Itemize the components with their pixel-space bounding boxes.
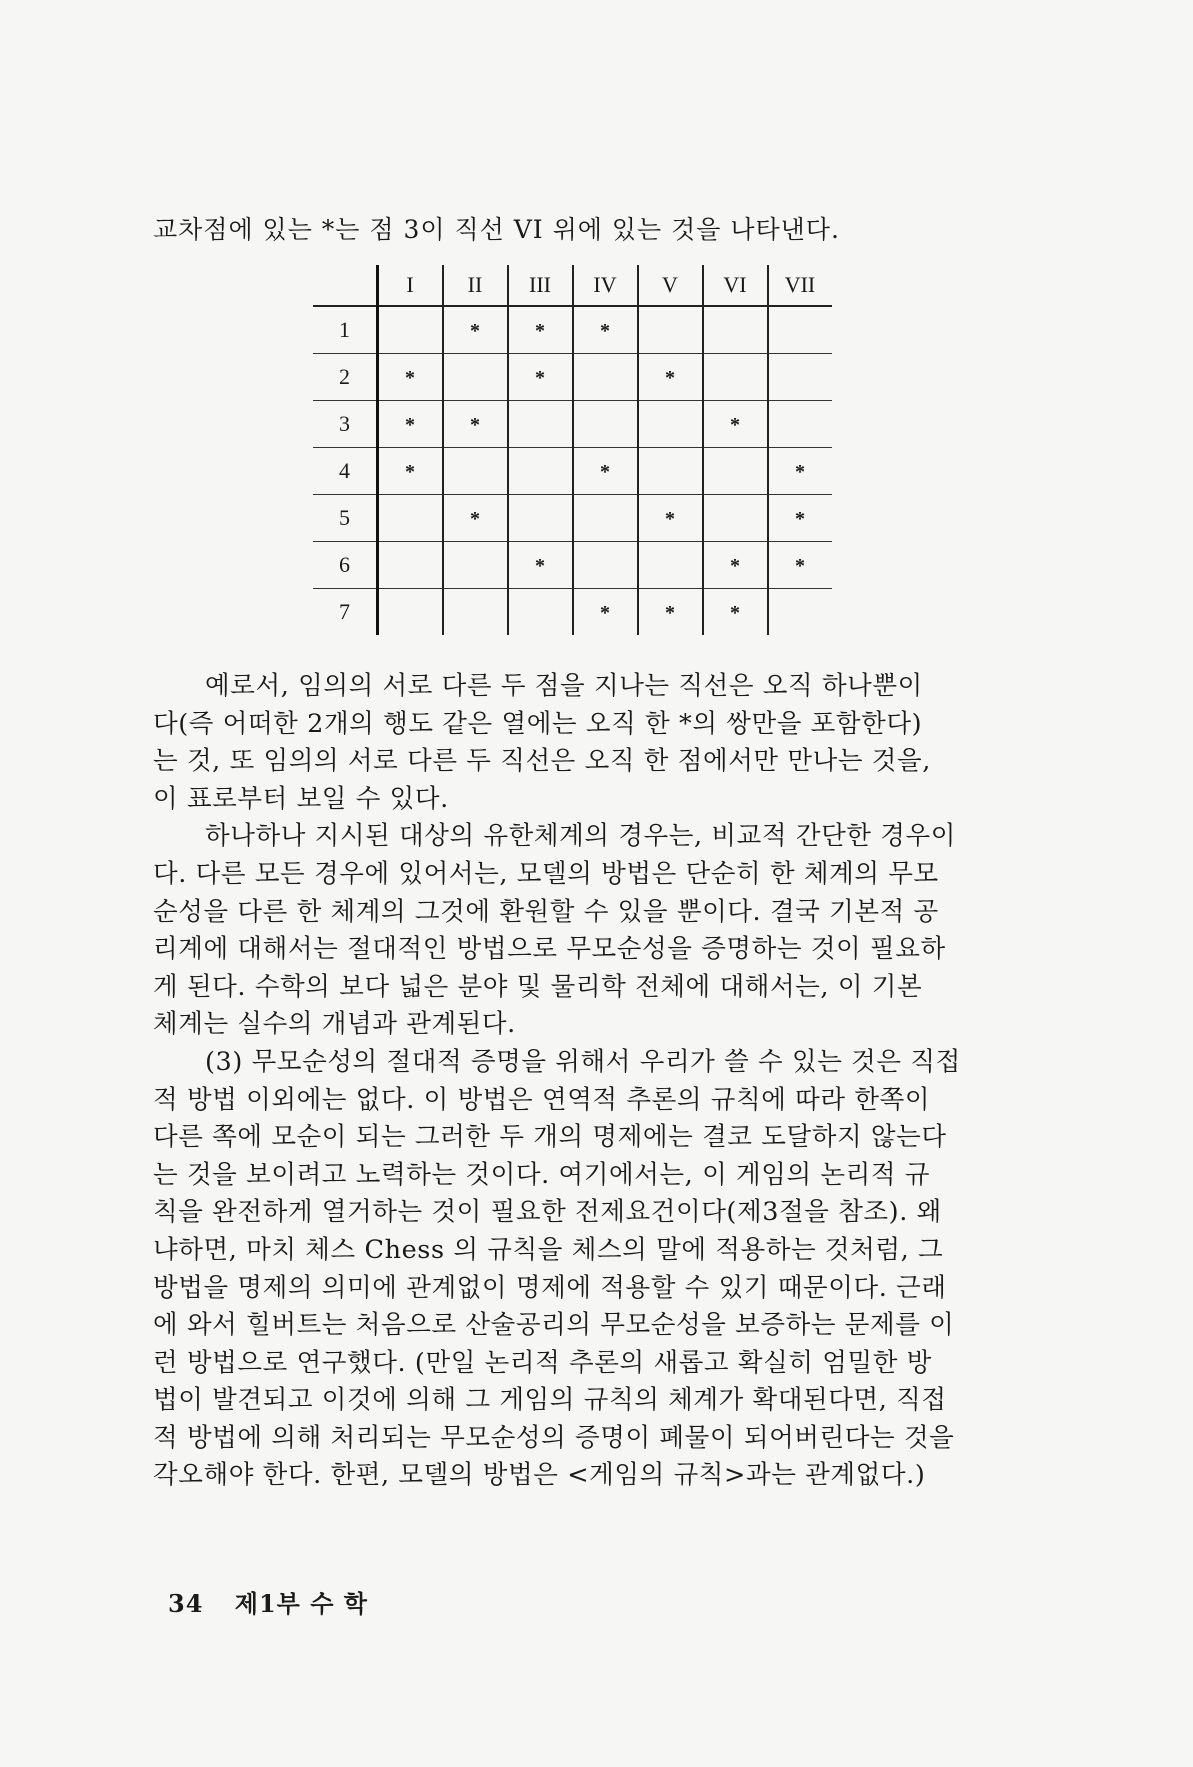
table-cell: [638, 306, 703, 354]
page-footer: [168, 1584, 368, 1619]
corner-cell: [313, 265, 377, 306]
table-cell: [703, 542, 768, 589]
incidence-mark: *: [600, 461, 610, 483]
text-line: 다. 다른 모든 경우에 있어서는, 모델의 방법은 단순히 한 체계의 무모: [153, 858, 939, 889]
incidence-mark: *: [795, 461, 805, 483]
row-label: 4: [313, 448, 377, 495]
incidence-mark: *: [600, 602, 610, 624]
text-line: 방법을 명제의 의미에 관계없이 명제에 적용할 수 있기 때문이다. 근래: [153, 1272, 947, 1303]
incidence-mark: *: [405, 414, 415, 436]
text-line: 순성을 다른 한 체계의 그것에 환원할 수 있을 뿐이다. 결국 기본적 공: [153, 896, 939, 927]
column-header: IV: [573, 265, 638, 306]
text-line: 에 와서 힐버트는 처음으로 산술공리의 무모순성을 보증하는 문제를 이: [153, 1310, 955, 1341]
text-line: 적 방법에 의해 처리되는 무모순성의 증명이 폐물이 되어버린다는 것을: [153, 1422, 955, 1453]
text-line: 는 것을 보이려고 노력하는 것이다. 여기에서는, 이 게임의 논리적 규: [153, 1159, 931, 1190]
table-cell: [638, 354, 703, 401]
table-cell: [377, 401, 443, 448]
text-line: 체계는 실수의 개념과 관계된다.: [153, 1009, 516, 1040]
table-header-row: [313, 265, 832, 306]
text-line: 다른 쪽에 모순이 되는 그러한 두 개의 명제에는 결코 도달하지 않는다: [153, 1122, 947, 1153]
table-cell: [573, 401, 638, 448]
incidence-mark: *: [535, 555, 545, 577]
table-cell: [377, 354, 443, 401]
incidence-mark: *: [405, 367, 415, 389]
paragraph-direct-method: [153, 1044, 1058, 1495]
table-cell: [573, 448, 638, 495]
table-cell: [573, 542, 638, 589]
table-cell: [443, 495, 508, 542]
column-header: II: [443, 265, 508, 306]
table-cell: [508, 448, 573, 495]
row-label: 5: [313, 495, 377, 542]
text-line: 칙을 완전하게 열거하는 것이 필요한 전제요건이다(제3절을 참조). 왜: [153, 1197, 942, 1228]
paragraph-finite-systems: [153, 818, 1058, 1044]
column-header: I: [377, 265, 443, 306]
text-line: 리계에 대해서는 절대적인 방법으로 무모순성을 증명하는 것이 필요하: [153, 934, 946, 965]
table-cell: [768, 448, 832, 495]
table-row: [313, 306, 832, 354]
incidence-mark: *: [730, 555, 740, 577]
column-header: VII: [768, 265, 832, 306]
incidence-mark: *: [535, 367, 545, 389]
text-line: 냐하면, 마치 체스 Chess 의 규칙을 체스의 말에 적용하는 것처럼, 그: [153, 1234, 944, 1265]
table-cell: [768, 542, 832, 589]
table-cell: [638, 495, 703, 542]
row-label: 2: [313, 354, 377, 401]
table-cell: [638, 589, 703, 636]
table-cell: [638, 542, 703, 589]
incidence-mark: *: [535, 320, 545, 342]
table-cell: [703, 589, 768, 636]
table-row: [313, 589, 832, 636]
incidence-mark: *: [470, 320, 480, 342]
table-cell: [443, 354, 508, 401]
row-label: 6: [313, 542, 377, 589]
table-cell: [443, 589, 508, 636]
table-cell: [508, 495, 573, 542]
table-row: [313, 448, 832, 495]
intro-sentence: 교차점에 있는 *는 점 3이 직선 VI 위에 있는 것을 나타낸다.: [153, 215, 840, 244]
table-cell: [703, 495, 768, 542]
table-cell: [703, 448, 768, 495]
table-cell: [703, 401, 768, 448]
row-label: 3: [313, 401, 377, 448]
table-cell: [508, 542, 573, 589]
table-cell: [768, 495, 832, 542]
incidence-mark: *: [795, 555, 805, 577]
body-text: [153, 668, 1058, 1495]
text-line: 런 방법으로 연구했다. (만일 논리적 추론의 새롭고 확실히 엄밀한 방: [153, 1347, 932, 1378]
table-cell: [768, 306, 832, 354]
incidence-mark: *: [470, 414, 480, 436]
text-line: 적 방법 이외에는 없다. 이 방법은 연역적 추론의 규칙에 따라 한쪽이: [153, 1084, 931, 1115]
table-cell: [703, 306, 768, 354]
incidence-mark: *: [665, 602, 675, 624]
column-header: III: [508, 265, 573, 306]
table-cell: [377, 542, 443, 589]
incidence-mark: *: [730, 602, 740, 624]
table-cell: [638, 401, 703, 448]
table-cell: [377, 589, 443, 636]
table-row: [313, 542, 832, 589]
table-row: [313, 354, 832, 401]
text-line: 다(즉 어떠한 2개의 행도 같은 열에는 오직 한 *의 쌍만을 포함한다): [153, 708, 923, 739]
table-cell: [443, 542, 508, 589]
table-cell: [508, 589, 573, 636]
page-number: 34: [168, 1589, 204, 1618]
incidence-table: [313, 265, 832, 635]
table-cell: [377, 448, 443, 495]
column-header: V: [638, 265, 703, 306]
table-cell: [508, 354, 573, 401]
table-row: [313, 401, 832, 448]
incidence-mark: *: [795, 508, 805, 530]
table-cell: [508, 401, 573, 448]
text-line: 게 된다. 수학의 보다 넓은 분야 및 물리학 전체에 대해서는, 이 기본: [153, 971, 923, 1002]
table-row: [313, 495, 832, 542]
column-header: VI: [703, 265, 768, 306]
table-cell: [638, 448, 703, 495]
incidence-mark: *: [470, 508, 480, 530]
table-cell: [443, 401, 508, 448]
row-label: 7: [339, 599, 350, 624]
table-cell: [768, 354, 832, 401]
table-cell: [573, 306, 638, 354]
incidence-mark: *: [405, 461, 415, 483]
incidence-mark: *: [730, 414, 740, 436]
text-line: 는 것, 또 임의의 서로 다른 두 직선은 오직 한 점에서만 만나는 것을,: [153, 746, 931, 777]
table-cell: [573, 495, 638, 542]
table-cell: [573, 354, 638, 401]
table-cell: [443, 448, 508, 495]
text-line: 하나하나 지시된 대상의 유한체계의 경우는, 비교적 간단한 경우이: [205, 821, 956, 852]
table-cell: [377, 495, 443, 542]
table-cell: [377, 306, 443, 354]
table-cell: [768, 401, 832, 448]
incidence-mark: *: [665, 508, 675, 530]
row-label: 1: [313, 306, 377, 354]
paragraph-example: [153, 668, 1058, 818]
table-cell: [768, 589, 832, 636]
table-cell: [443, 306, 508, 354]
text-line: 각오해야 한다. 한편, 모델의 방법은 <게임의 규칙>과는 관계없다.): [153, 1460, 926, 1491]
incidence-mark: *: [600, 320, 610, 342]
incidence-mark: *: [665, 367, 675, 389]
text-line: 법이 발견되고 이것에 의해 그 게임의 규칙의 체계가 확대된다면, 직접: [153, 1385, 947, 1416]
table-cell: [508, 306, 573, 354]
table-cell: [573, 589, 638, 636]
text-line: 이 표로부터 보일 수 있다.: [153, 783, 449, 814]
table-cell: [703, 354, 768, 401]
text-line: (3) 무모순성의 절대적 증명을 위해서 우리가 쓸 수 있는 것은 직접: [205, 1046, 961, 1077]
text-line: 예로서, 임의의 서로 다른 두 점을 지나는 직선은 오직 하나뿐이: [205, 671, 923, 701]
section-title: 제1부 수 학: [234, 1589, 368, 1618]
